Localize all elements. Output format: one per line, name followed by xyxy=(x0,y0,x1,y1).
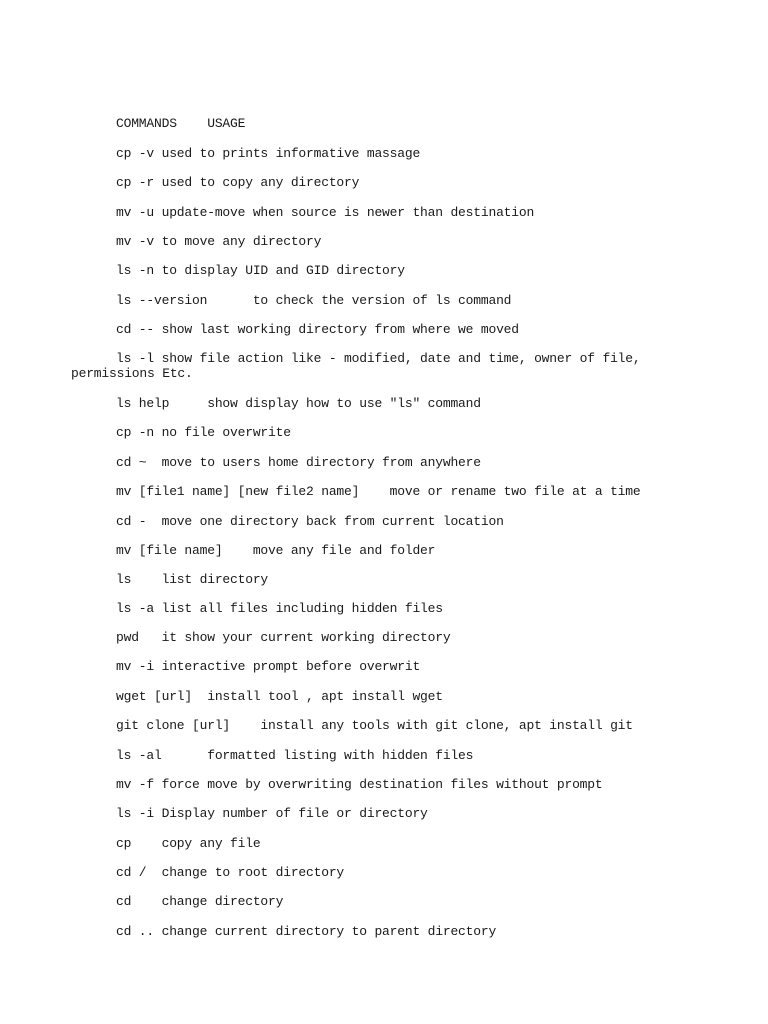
command-line: wget [url] install tool , apt install wget xyxy=(116,689,443,704)
command-line: cd / change to root directory xyxy=(116,865,345,880)
command-line: cd - move one directory back from current location xyxy=(116,514,504,529)
command-line: ls -i Display number of file or directory xyxy=(116,806,428,821)
command-line: mv -u update-move when source is newer than destination xyxy=(116,205,535,220)
command-line: git clone [url] install any tools with git clone, apt install git xyxy=(116,718,633,733)
command-line: cp -r used to copy any directory xyxy=(116,175,360,190)
command-line: cd -- show last working directory from where we moved xyxy=(116,322,519,337)
command-line: mv -i interactive prompt before overwrit xyxy=(116,659,421,674)
command-line: mv [file1 name] [new file2 name] move or rename two file at a time xyxy=(116,484,641,499)
command-line: ls -l show file action like - modified, date and time, owner of file, xyxy=(116,351,641,366)
command-line: cd .. change current directory to parent directory xyxy=(116,924,497,939)
command-line: cp -n no file overwrite xyxy=(116,425,291,440)
command-line-continuation: permissions Etc. xyxy=(71,366,193,381)
command-line: pwd it show your current working directory xyxy=(116,630,451,645)
command-line: mv -f force move by overwriting destination files without prompt xyxy=(116,777,603,792)
command-line: ls --version to check the version of ls command xyxy=(116,293,512,308)
command-line: ls -a list all files including hidden files xyxy=(116,601,443,616)
command-line: cp copy any file xyxy=(116,836,261,851)
command-line: cd ~ move to users home directory from anywhere xyxy=(116,455,481,470)
command-line: mv [file name] move any file and folder xyxy=(116,543,436,558)
command-line: cp -v used to prints informative massage xyxy=(116,146,421,161)
header-line: COMMANDS USAGE xyxy=(116,116,246,131)
command-line: ls -al formatted listing with hidden files xyxy=(116,748,474,763)
command-line: mv -v to move any directory xyxy=(116,234,322,249)
command-line: ls help show display how to use "ls" command xyxy=(116,396,481,411)
command-line: cd change directory xyxy=(116,894,284,909)
command-line: ls list directory xyxy=(116,572,269,587)
command-line: ls -n to display UID and GID directory xyxy=(116,263,405,278)
